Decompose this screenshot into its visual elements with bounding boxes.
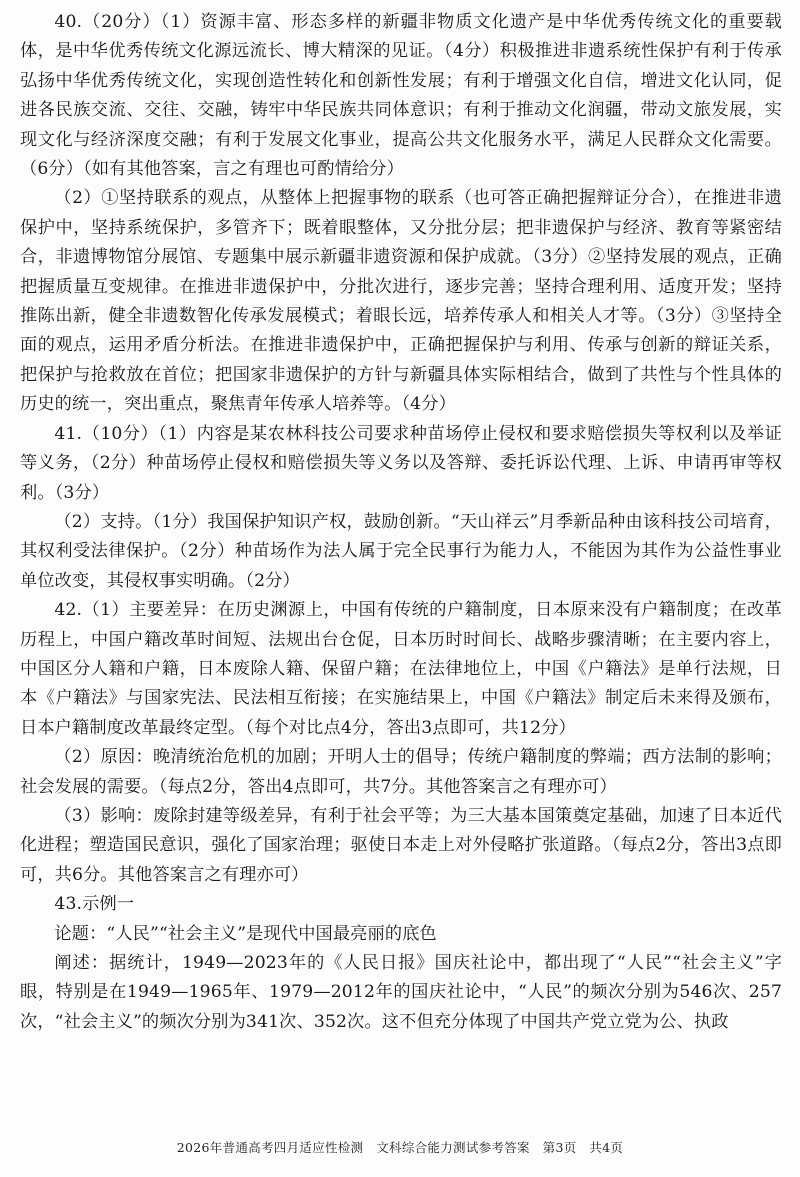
answer-content <box>20 8 782 1037</box>
answer-42-part1: 42.（1）主要差异：在历史渊源上，中国有传统的户籍制度，日本原来没有户籍制度；在改革历程上，中国户籍改革时间短、法规出台仓促，日本历时时间长、战略步骤清晰；在主要内容上，中国区分人籍和户籍，日本废除人籍、保留户籍；在法律地位上，中国《户籍法》是单行法规，日本《户籍法》与国家宪法、民法相互衔接；在实施结果上，中国《户籍法》制定后未来得及颁布，日本户籍制度改革最终定型。（每个对比点4分，答出3点即可，共12分） <box>20 600 782 738</box>
answer-41-part1: 41.（10分）（1）内容是某农林科技公司要求种苗场停止侵权和要求赔偿损失等权利以及举证等义务，（2分）种苗场停止侵权和赔偿损失等义务以及答辩、委托诉讼代理、上诉、申请再审等权利。（3分） <box>20 423 782 503</box>
answer-43-heading: 43.示例一 <box>54 894 135 915</box>
answer-41-part2: （2）支持。（1分）我国保护知识产权，鼓励创新。“天山祥云”月季新品种由该科技公司培育，其权利受法律保护。（2分）种苗场作为法人属于完全民事行为能力人，不能因为其作为公益性事业单位改变，其侵权事实明确。（2分） <box>20 511 782 591</box>
answer-42-part2: （2）原因：晚清统治危机的加剧；开明人士的倡导；传统户籍制度的弊端；西方法制的影响；社会发展的需要。（每点2分，答出4点即可，共7分。其他答案言之有理亦可） <box>20 747 782 797</box>
answer-40-part1: 40.（20分）（1）资源丰富、形态多样的新疆非物质文化遗产是中华优秀传统文化的重要载体，是中华优秀传统文化源远流长、博大精深的见证。（4分）积极推进非遗系统性保护有利于传承弘扬中华优秀传统文化，实现创造性转化和创新性发展；有利于增强文化自信，增进文化认同，促进各民族交流、交往、交融，铸牢中华民族共同体意识；有利于推动文化润疆，带动文旅发展，实现文化与经济深度交融；有利于发展文化事业，提高公共文化服务水平，满足人民群众文化需要。（6分）（如有其他答案，言之有理也可酌情给分） <box>20 12 782 180</box>
answer-40-part2: （2）①坚持联系的观点，从整体上把握事物的联系（也可答正确把握辩证分合），在推进非遗保护中，坚持系统保护，多管齐下；既着眼整体，又分批分层；把非遗保护与经济、教育等紧密结合，非遗博物馆分展馆、专题集中展示新疆非遗资源和保护成就。（3分）②坚持发展的观点，正确把握质量互变规律。在推进非遗保护中，分批次进行，逐步完善；坚持合理利用、适度开发；坚持推陈出新，健全非遗数智化传承发展模式；着眼长远，培养传承人和相关人才等。（3分）③坚持全面的观点，运用矛盾分析法。在推进非遗保护中，正确把握保护与利用、传承与创新的辩证关系，把保护与抢救放在首位；把国家非遗保护的方针与新疆具体实际相结合，做到了共性与个性具体的历史的统一，突出重点，聚焦青年传承人培养等。（4分） <box>20 188 782 415</box>
answer-43-elaboration: 阐述：据统计，1949—2023年的《人民日报》国庆社论中，都出现了“人民”“社会主义”字眼，特别是在1949—1965年、1979—2012年的国庆社论中，“人民”的频次分别为546次、257次，“社会主义”的频次分别为341次、352次。这不但充分体现了中国共产党立党为公、执政 <box>20 953 782 1032</box>
answer-43-thesis: 论题：“人民”“社会主义”是现代中国最亮丽的底色 <box>54 923 437 944</box>
answer-42-part3: （3）影响：废除封建等级差异，有利于社会平等；为三大基本国策奠定基础，加速了日本近代化进程；塑造国民意识，强化了国家治理；驱使日本走上对外侵略扩张道路。（每点2分，答出3点即可，共6分。其他答案言之有理亦可） <box>20 805 782 885</box>
page-footer: 2026年普通高考四月适应性检测 文科综合能力测试参考答案 第3页 共4页 <box>176 1140 624 1155</box>
